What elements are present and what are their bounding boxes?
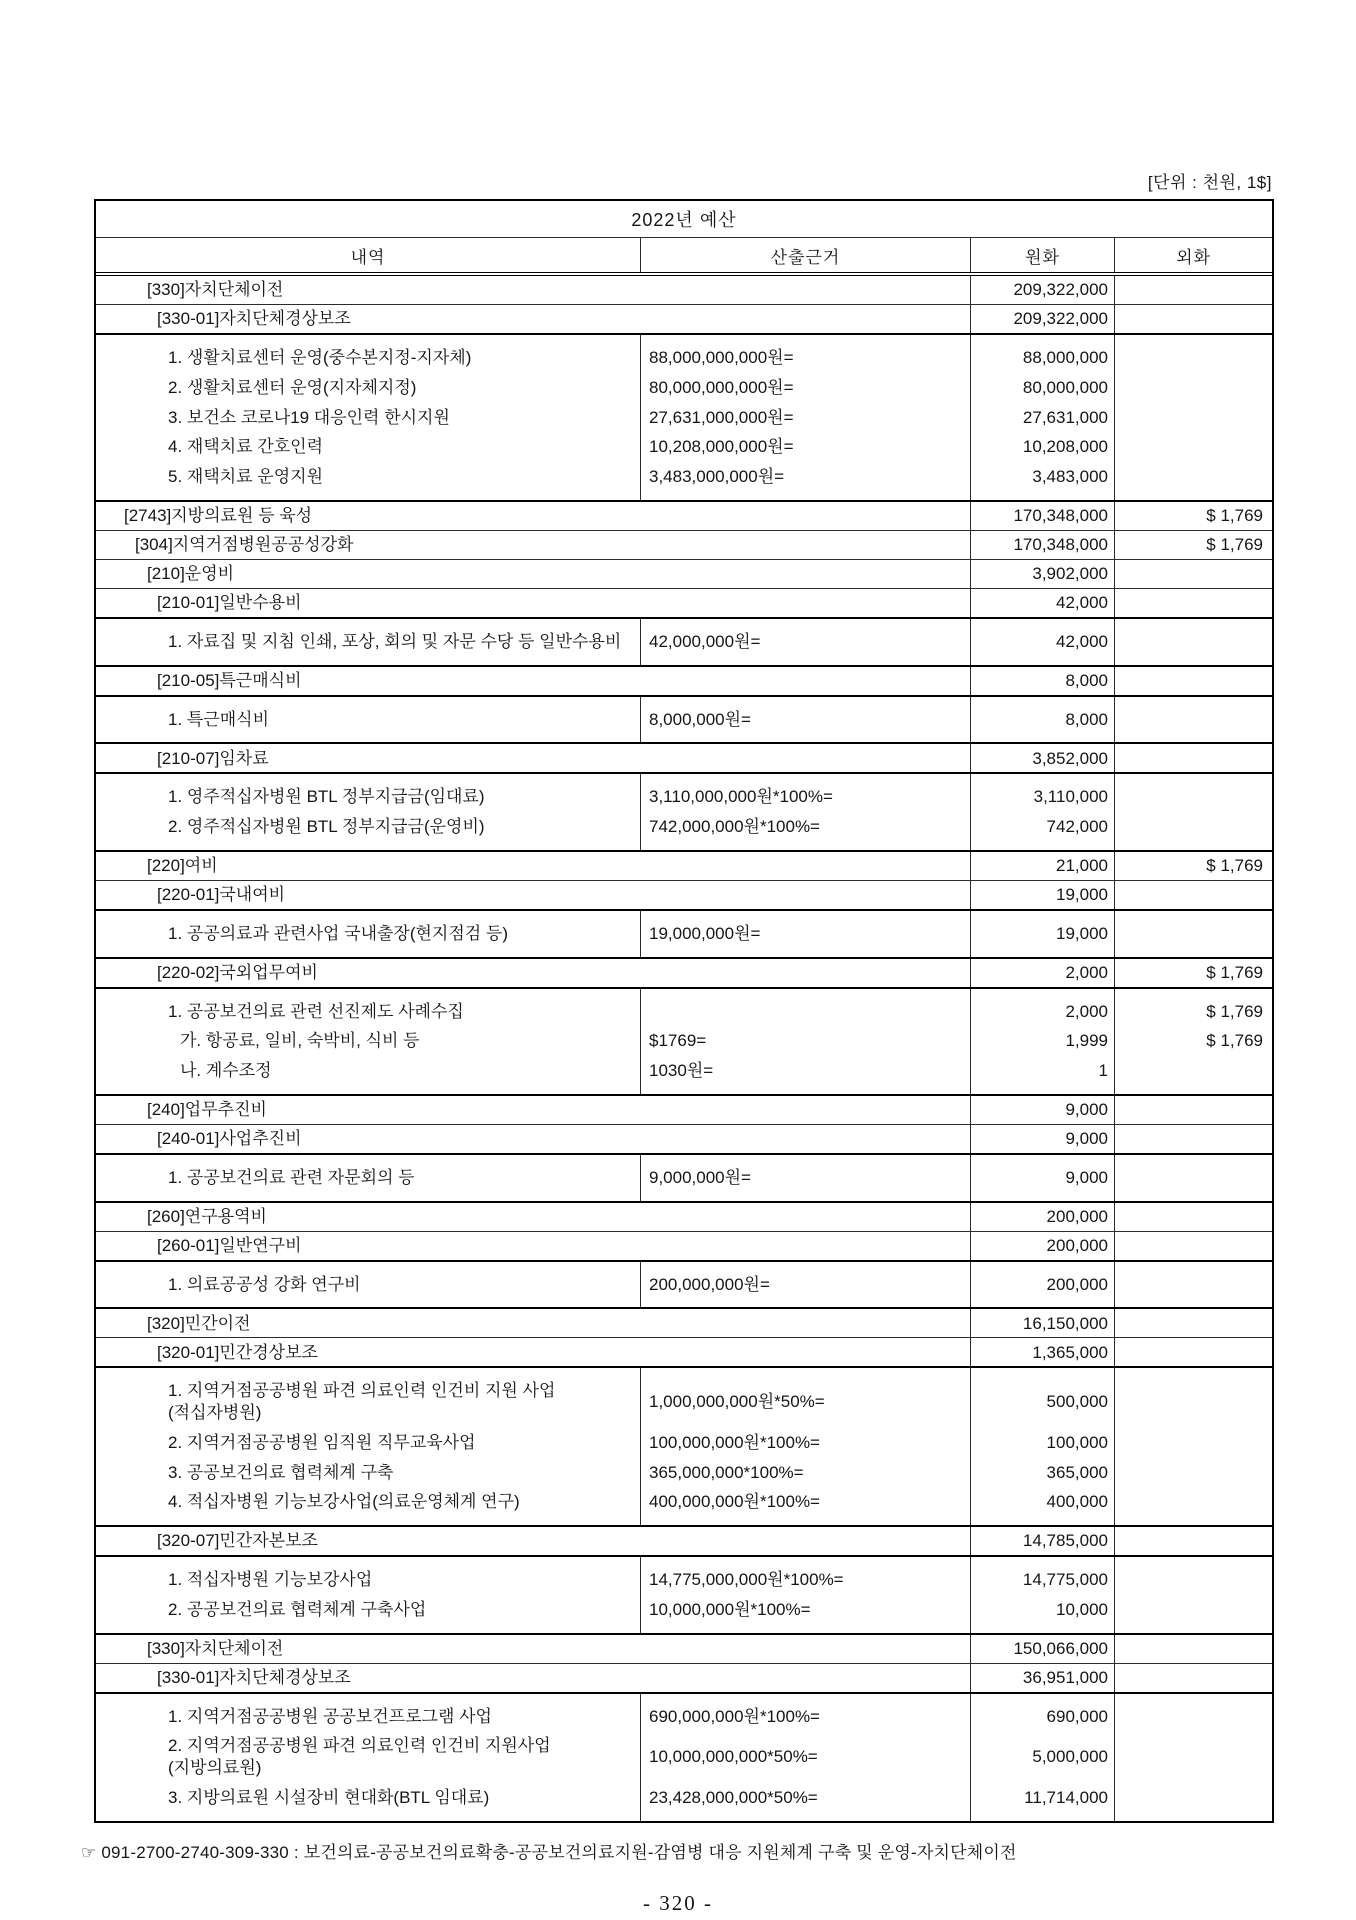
detail-block — [96, 1692, 1272, 1821]
item-krw-value: 5,000,000 — [970, 1731, 1114, 1783]
section-label: [210]운영비 — [147, 564, 235, 584]
column-header-detail: 내역 — [350, 247, 386, 267]
section-row — [96, 559, 1272, 588]
section-row — [96, 276, 1272, 304]
item-label: 1. 지역거점공공병원 파견 의료인력 인건비 지원 사업(적십자병원) — [168, 1381, 556, 1422]
item-calculation: 23,428,000,000*50%= — [640, 1783, 970, 1821]
item-calculation: 8,000,000원= — [640, 697, 970, 743]
item-fx-value — [1114, 373, 1272, 403]
item-krw-value: 10,000 — [970, 1595, 1114, 1633]
section-row — [96, 1231, 1272, 1260]
fx-value — [1114, 1232, 1272, 1260]
fx-value — [1114, 305, 1272, 333]
fx-value — [1114, 881, 1272, 909]
krw-value: 14,785,000 — [970, 1527, 1114, 1555]
item-krw-value: 11,714,000 — [970, 1783, 1114, 1821]
krw-value: 36,951,000 — [970, 1664, 1114, 1692]
item-krw-value: 27,631,000 — [970, 403, 1114, 433]
section-label: [330]자치단체이전 — [147, 1638, 284, 1658]
section-row — [96, 1124, 1272, 1153]
item-label: 4. 재택치료 간호인력 — [168, 437, 323, 457]
item-label: 3. 보건소 코로나19 대응인력 한시지원 — [168, 407, 450, 427]
item-calculation: 80,000,000,000원= — [640, 373, 970, 403]
section-label: [240-01]사업추진비 — [157, 1129, 302, 1149]
item-krw-value: 3,110,000 — [970, 774, 1114, 812]
item-fx-value — [1114, 1262, 1272, 1308]
section-row — [96, 1633, 1272, 1663]
krw-value: 2,000 — [970, 959, 1114, 987]
krw-value: 21,000 — [970, 852, 1114, 880]
fx-value — [1114, 1125, 1272, 1153]
table-header-row — [96, 238, 1272, 276]
fx-value — [1114, 1096, 1272, 1124]
item-krw-value: 10,208,000 — [970, 432, 1114, 462]
item-label: 1. 공공의료과 관련사업 국내출장(현지점검 등) — [168, 923, 508, 943]
item-label: 1. 생활치료센터 운영(중수본지정-지자체) — [168, 348, 472, 367]
item-label: 1. 특근매식비 — [168, 709, 270, 729]
item-calculation: 690,000,000원*100%= — [640, 1694, 970, 1732]
section-row — [96, 304, 1272, 333]
section-label: [330-01]자치단체경상보조 — [157, 309, 351, 329]
item-calculation: 10,000,000,000*50%= — [640, 1731, 970, 1783]
item-fx-value — [1114, 1487, 1272, 1525]
krw-value: 9,000 — [970, 1096, 1114, 1124]
item-label: 4. 적십자병원 기능보강사업(의료운영체계 연구) — [168, 1492, 520, 1512]
fx-value: $ 1,769 — [1114, 531, 1272, 559]
detail-block — [96, 987, 1272, 1094]
fx-value — [1114, 744, 1272, 772]
budget-code-reference: ☞ 091-2700-2740-309-330 : 보건의료-공공보건의료확충-공공보건의료지원-감염병 대응 지원체계 구축 및 운영-자치단체이전 — [81, 1842, 1017, 1862]
section-label: [210-07]임차료 — [157, 748, 269, 768]
column-header-calculation: 산출근거 — [640, 238, 970, 272]
item-calculation: 10,208,000,000원= — [640, 432, 970, 462]
item-krw-value: 2,000 — [970, 989, 1114, 1027]
item-fx-value — [1114, 335, 1272, 373]
krw-value: 16,150,000 — [970, 1309, 1114, 1337]
item-krw-value: 42,000 — [970, 619, 1114, 665]
krw-value: 209,322,000 — [970, 276, 1114, 304]
krw-value: 170,348,000 — [970, 531, 1114, 559]
item-krw-value: 500,000 — [970, 1368, 1114, 1428]
section-label: [240]업무추진비 — [147, 1100, 267, 1120]
item-calculation — [640, 989, 970, 1027]
fx-value — [1114, 1338, 1272, 1366]
section-row — [96, 1663, 1272, 1692]
section-row — [96, 1094, 1272, 1124]
item-calculation: 19,000,000원= — [640, 911, 970, 957]
item-calculation: 1030원= — [640, 1056, 970, 1094]
item-calculation: 100,000,000원*100%= — [640, 1428, 970, 1458]
section-row — [96, 1337, 1272, 1366]
fx-value: $ 1,769 — [1114, 959, 1272, 987]
krw-value: 150,066,000 — [970, 1635, 1114, 1663]
item-fx-value — [1114, 1557, 1272, 1595]
detail-block — [96, 695, 1272, 743]
section-row — [96, 1307, 1272, 1337]
item-krw-value: 9,000 — [970, 1155, 1114, 1201]
section-label: [304]지역거점병원공공성강화 — [135, 535, 354, 555]
fx-value — [1114, 276, 1272, 304]
section-row — [96, 1201, 1272, 1231]
table-title: 2022년 예산 — [96, 201, 1272, 238]
section-row — [96, 957, 1272, 987]
detail-block — [96, 1153, 1272, 1201]
item-label: 2. 생활치료센터 운영(지자체지정) — [168, 377, 417, 397]
item-calculation: 10,000,000원*100%= — [640, 1595, 970, 1633]
item-fx-value — [1114, 1368, 1272, 1428]
item-fx-value — [1114, 1155, 1272, 1201]
item-krw-value: 1,999 — [970, 1026, 1114, 1056]
item-fx-value — [1114, 1694, 1272, 1732]
item-label: 3. 공공보건의료 협력체계 구축 — [168, 1462, 394, 1482]
fx-value — [1114, 589, 1272, 617]
fx-value: $ 1,769 — [1114, 502, 1272, 530]
column-header-foreign: 외화 — [1114, 238, 1272, 272]
krw-value: 9,000 — [970, 1125, 1114, 1153]
krw-value: 200,000 — [970, 1203, 1114, 1231]
section-label: [210-01]일반수용비 — [157, 593, 302, 613]
item-krw-value: 365,000 — [970, 1458, 1114, 1488]
item-label: 2. 공공보건의료 협력체계 구축사업 — [168, 1599, 427, 1619]
item-krw-value: 14,775,000 — [970, 1557, 1114, 1595]
section-label: [330]자치단체이전 — [147, 280, 284, 300]
detail-block — [96, 333, 1272, 500]
budget-table — [94, 199, 1274, 1823]
detail-block — [96, 617, 1272, 665]
item-fx-value: $ 1,769 — [1114, 989, 1272, 1027]
item-krw-value: 400,000 — [970, 1487, 1114, 1525]
fx-value — [1114, 1309, 1272, 1337]
section-row — [96, 880, 1272, 909]
column-header-krw: 원화 — [970, 238, 1114, 272]
item-fx-value — [1114, 403, 1272, 433]
item-calculation: 742,000,000원*100%= — [640, 812, 970, 850]
krw-value: 8,000 — [970, 667, 1114, 695]
krw-value: 170,348,000 — [970, 502, 1114, 530]
section-row — [96, 588, 1272, 617]
fx-value — [1114, 1664, 1272, 1692]
krw-value: 3,852,000 — [970, 744, 1114, 772]
krw-value: 200,000 — [970, 1232, 1114, 1260]
item-fx-value: $ 1,769 — [1114, 1026, 1272, 1056]
item-krw-value: 19,000 — [970, 911, 1114, 957]
detail-block — [96, 1260, 1272, 1308]
item-calculation: 88,000,000,000원= — [640, 335, 970, 373]
fx-value — [1114, 1527, 1272, 1555]
fx-value — [1114, 560, 1272, 588]
item-calculation: 1,000,000,000원*50%= — [640, 1368, 970, 1428]
item-fx-value — [1114, 1428, 1272, 1458]
detail-block — [96, 909, 1272, 957]
item-fx-value — [1114, 432, 1272, 462]
section-row — [96, 500, 1272, 530]
item-label: 1. 공공보건의료 관련 자문회의 등 — [168, 1167, 415, 1187]
detail-block — [96, 1366, 1272, 1525]
item-label: 2. 지역거점공공병원 임직원 직무교육사업 — [168, 1432, 476, 1452]
item-label: 5. 재택치료 운영지원 — [168, 467, 323, 486]
item-krw-value: 742,000 — [970, 812, 1114, 850]
item-fx-value — [1114, 1458, 1272, 1488]
item-fx-value — [1114, 1056, 1272, 1094]
fx-value — [1114, 1203, 1272, 1231]
item-fx-value — [1114, 697, 1272, 743]
section-row — [96, 665, 1272, 695]
item-krw-value: 1 — [970, 1056, 1114, 1094]
krw-value: 3,902,000 — [970, 560, 1114, 588]
item-krw-value: 200,000 — [970, 1262, 1114, 1308]
item-calculation: 3,483,000,000원= — [640, 462, 970, 500]
item-krw-value: 100,000 — [970, 1428, 1114, 1458]
section-row — [96, 530, 1272, 559]
item-label: 가. 항공료, 일비, 숙박비, 식비 등 — [180, 1031, 420, 1051]
table-body — [96, 276, 1272, 1821]
item-calculation: 400,000,000원*100%= — [640, 1487, 970, 1525]
item-krw-value: 8,000 — [970, 697, 1114, 743]
page-number: - 320 - — [643, 1890, 713, 1915]
page-content — [81, 168, 1274, 1863]
item-krw-value: 690,000 — [970, 1694, 1114, 1732]
fx-value — [1114, 667, 1272, 695]
item-label: 2. 영주적십자병원 BTL 정부지급금(운영비) — [168, 817, 485, 836]
item-calculation: 42,000,000원= — [640, 619, 970, 665]
section-label: [220-01]국내여비 — [157, 885, 286, 905]
item-krw-value: 80,000,000 — [970, 373, 1114, 403]
item-label: 1. 자료집 및 지침 인쇄, 포상, 회의 및 자문 수당 등 일반수용비 — [168, 631, 622, 651]
section-label: [220]여비 — [147, 856, 218, 876]
item-calculation: 14,775,000,000원*100%= — [640, 1557, 970, 1595]
item-fx-value — [1114, 774, 1272, 812]
section-row — [96, 1525, 1272, 1555]
item-fx-value — [1114, 1595, 1272, 1633]
item-fx-value — [1114, 619, 1272, 665]
item-krw-value: 88,000,000 — [970, 335, 1114, 373]
item-fx-value — [1114, 1783, 1272, 1821]
section-label: [2743]지방의료원 등 육성 — [124, 506, 313, 526]
item-label: 1. 영주적십자병원 BTL 정부지급금(임대료) — [168, 787, 485, 807]
item-label: 1. 의료공공성 강화 연구비 — [168, 1274, 361, 1294]
section-label: [260]연구용역비 — [147, 1206, 267, 1226]
item-label: 1. 적십자병원 기능보강사업 — [168, 1570, 373, 1589]
krw-value: 42,000 — [970, 589, 1114, 617]
section-label: [320-07]민간자본보조 — [157, 1531, 318, 1551]
item-calculation: 365,000,000*100%= — [640, 1458, 970, 1488]
section-label: [330-01]자치단체경상보조 — [157, 1667, 351, 1687]
section-label: [320]민간이전 — [147, 1313, 251, 1333]
item-label: 1. 공공보건의료 관련 선진제도 사례수집 — [168, 1001, 464, 1021]
item-calculation: 200,000,000원= — [640, 1262, 970, 1308]
section-label: [220-02]국외업무여비 — [157, 962, 318, 982]
section-label: [210-05]특근매식비 — [157, 670, 302, 690]
section-row — [96, 850, 1272, 880]
unit-label: [단위 : 천원, 1$] — [1147, 173, 1272, 192]
section-label: [260-01]일반연구비 — [157, 1235, 302, 1255]
item-calculation: 27,631,000,000원= — [640, 403, 970, 433]
item-fx-value — [1114, 1731, 1272, 1783]
item-label: 나. 계수조정 — [180, 1061, 272, 1080]
item-label: 2. 지역거점공공병원 파견 의료인력 인건비 지원사업(지방의료원) — [168, 1736, 551, 1777]
section-row — [96, 742, 1272, 772]
item-fx-value — [1114, 812, 1272, 850]
item-label: 1. 지역거점공공병원 공공보건프로그램 사업 — [168, 1706, 492, 1726]
item-krw-value: 3,483,000 — [970, 462, 1114, 500]
item-fx-value — [1114, 462, 1272, 500]
item-calculation: $1769= — [640, 1026, 970, 1056]
fx-value: $ 1,769 — [1114, 852, 1272, 880]
item-calculation: 9,000,000원= — [640, 1155, 970, 1201]
item-label: 3. 지방의료원 시설장비 현대화(BTL 임대료) — [168, 1787, 490, 1807]
detail-block — [96, 772, 1272, 850]
item-fx-value — [1114, 911, 1272, 957]
section-label: [320-01]민간경상보조 — [157, 1342, 318, 1362]
fx-value — [1114, 1635, 1272, 1663]
detail-block — [96, 1555, 1272, 1633]
krw-value: 209,322,000 — [970, 305, 1114, 333]
krw-value: 19,000 — [970, 881, 1114, 909]
item-calculation: 3,110,000,000원*100%= — [640, 774, 970, 812]
krw-value: 1,365,000 — [970, 1338, 1114, 1366]
